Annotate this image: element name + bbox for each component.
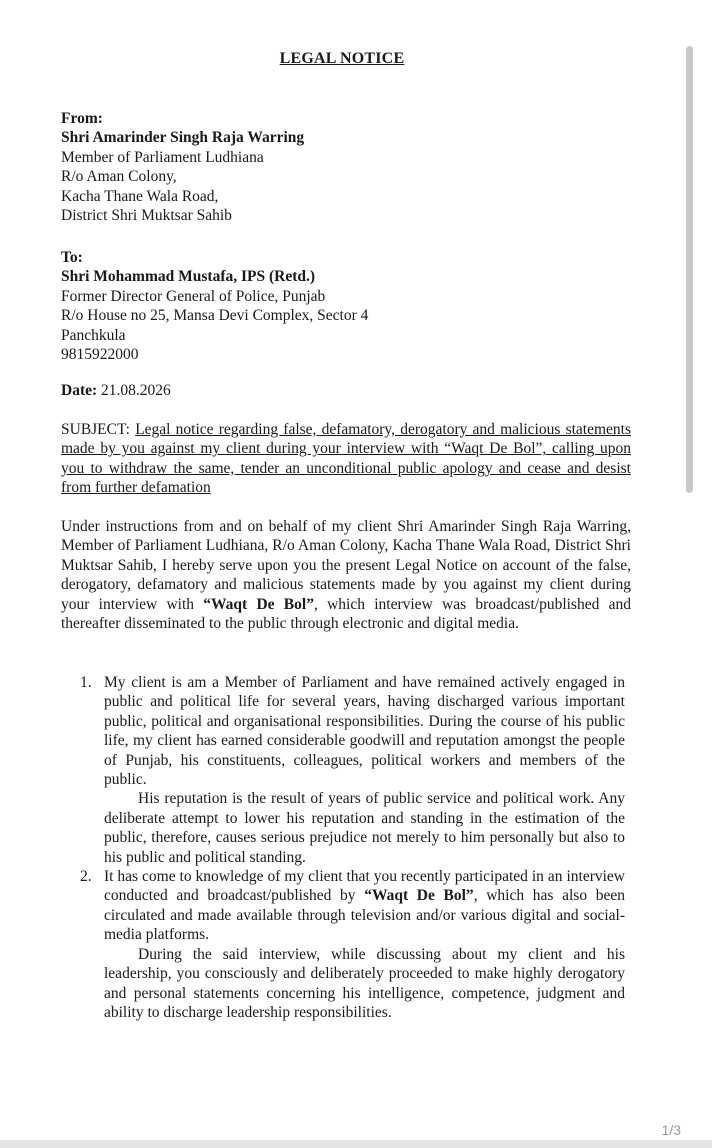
from-name: Shri Amarinder Singh Raja Warring: [61, 129, 305, 147]
subject-text: Legal notice regarding false, defamatory, derogatory and malicious statements made by you against my client during your interview with “Waqt De Bol”, calling upon you to withdraw the same, tender an unconditional public apology and cease and desist from further defamation: [61, 421, 631, 497]
from-line: District Shri Muktsar Sahib: [61, 207, 232, 225]
to-label: To:: [61, 249, 83, 266]
to-line: 9815922000: [61, 346, 139, 364]
item-bold: “Waqt De Bol”: [364, 887, 474, 905]
date-label: Date:: [61, 382, 98, 399]
item-paragraph: [104, 867, 625, 945]
subject-label: SUBJECT:: [61, 421, 130, 438]
subject-section: [61, 420, 631, 498]
from-line: R/o Aman Colony,: [61, 168, 177, 186]
date-value: 21.08.2026: [101, 382, 171, 399]
to-line: Panchkula: [61, 326, 126, 344]
from-label: From:: [61, 110, 103, 127]
notice-title: LEGAL NOTICE: [279, 50, 405, 67]
page-indicator: 1/3: [661, 1122, 681, 1138]
to-line: R/o House no 25, Mansa Devi Complex, Sector 4: [61, 307, 369, 325]
item-text: It has come to knowledge of my client that you recently participated in an interview conducted and broadcast/published by: [104, 868, 625, 905]
from-section: [61, 109, 631, 225]
from-line: Kacha Thane Wala Road,: [61, 187, 219, 205]
scrollbar-thumb[interactable]: [686, 46, 693, 493]
intro-bold: “Waqt De Bol”: [203, 595, 314, 613]
to-name: Shri Mohammad Mustafa, IPS (Retd.): [61, 268, 316, 286]
to-section: [61, 248, 631, 364]
intro-text: Under instructions from and on behalf of my client Shri Amarinder Singh Raja Warring, Member of Parliament Ludhiana, R/o Aman Colony, Kacha Thane Wala Road, District Shri Muktsar Sahib, I hereby serve upon you the present Legal Notice on account of the false, derogatory, defamatory and malicious statements made by you against my client during your interview with: [61, 518, 631, 613]
numbered-list: [80, 673, 625, 1022]
from-line: Member of Parliament Ludhiana: [61, 148, 264, 166]
to-line: Former Director General of Police, Punjab: [61, 287, 326, 305]
date-line: [61, 381, 631, 400]
intro-text-end: , which interview was broadcast/published and thereafter disseminated to the public through electronic and digital media.: [61, 595, 631, 633]
item-number: 2.: [80, 868, 92, 886]
item-text-end: , which has also been circulated and made available through television and/or various digital and social-media platforms.: [104, 887, 625, 944]
item-number: 1.: [80, 674, 92, 691]
intro-paragraph: [61, 517, 631, 633]
list-item: [80, 673, 625, 867]
item-paragraph: My client is am a Member of Parliament and have remained actively engaged in public and political life for several years, having discharged various important public, political and organisational responsibilities. During the course of his public life, my client has earned considerable goodwill and reputation amongst the people of Punjab, his constituents, colleagues, political workers and members of the public.: [104, 674, 625, 789]
item-paragraph: His reputation is the result of years of public service and political work. Any deliberate attempt to lower his reputation and standing in the estimation of the public, therefore, causes serious prejudice not merely to him personally but also to his public and political standing.: [104, 790, 625, 866]
bottom-bar: [0, 1140, 712, 1148]
list-item: [80, 867, 625, 1022]
item-paragraph: During the said interview, while discussing about my client and his leadership, you consciously and deliberately proceeded to make highly derogatory and personal statements concerning his intelligence, competence, judgment and ability to discharge leadership responsibilities.: [104, 945, 625, 1021]
